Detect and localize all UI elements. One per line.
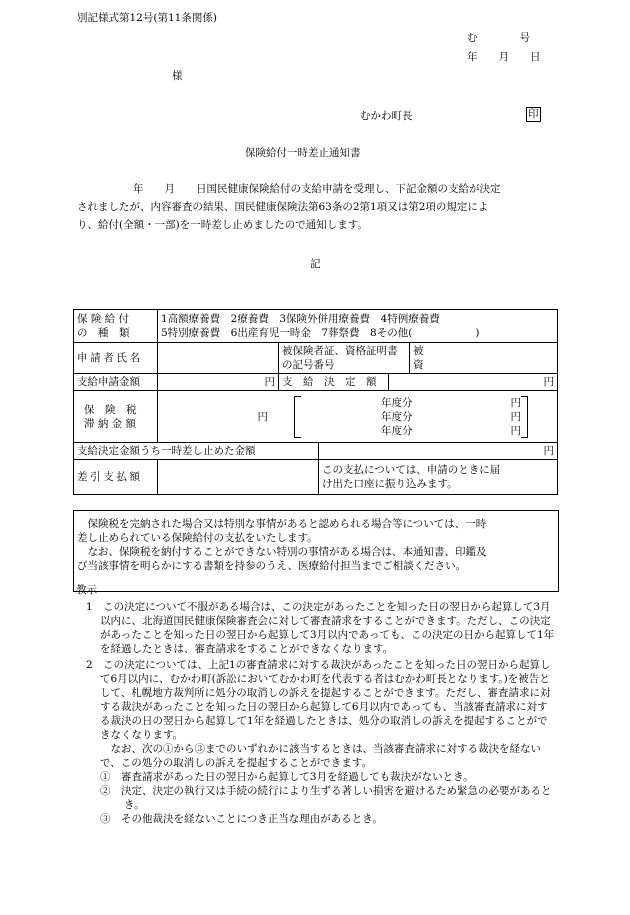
withheld-amount-yen: 円: [319, 443, 558, 460]
tax-label-1: 保 険 税: [84, 403, 137, 416]
instruction-sub-3: ③ その他裁決を経ないことにつき正当な理由があるとき。: [100, 813, 383, 825]
insured-label-2: 資: [413, 359, 424, 371]
tax-arrears-value: [158, 391, 558, 443]
year-portion-1-yen: 円: [510, 396, 521, 409]
benefit-type-label-1: 保 険 給 付: [77, 313, 130, 325]
benefit-type-label-2: の 種 類: [77, 327, 130, 339]
seal-mark: [526, 107, 541, 122]
payment-note-1: この支払については、申請のときに届: [322, 464, 501, 476]
applied-amount-yen: 円: [158, 374, 279, 391]
applicant-name-label: 申請者氏名: [74, 343, 158, 374]
body-line-2: されましたが、内容審査の結果、国民健康保険法第63条の2第1項又は第2項の規定によ: [77, 201, 489, 213]
benefit-type-label: [74, 310, 158, 343]
body-line-3: り、給付(全額・一部)を一時差し止めましたので通知します。: [77, 219, 368, 231]
notice-p2: なお、保険税を納付することができない特別の事情がある場合は、本通知書、印鑑及: [87, 546, 487, 558]
notice-p1-cont: 差し止められている保険給付の支払をいたします。: [77, 532, 318, 544]
applied-amount-label: 支給申請金額: [74, 374, 158, 391]
withheld-row: [74, 443, 558, 460]
document-number: む 号: [467, 32, 530, 44]
insured-cert-label: [279, 343, 410, 374]
benefit-table: [73, 309, 558, 495]
tax-label-2: 滞 納 金 額: [84, 417, 137, 430]
year-portion-2: 年度分: [381, 410, 413, 423]
instructions-section: [76, 600, 556, 826]
amount-row: [74, 374, 558, 391]
deduct-row: [74, 460, 558, 495]
year-portion-1: 年度分: [381, 396, 413, 409]
document-date: 年 月 日: [467, 51, 541, 63]
right-bracket: [521, 396, 528, 438]
instruction-sub-1: ① 審査請求があった日の翌日から起算して3月を経過しても裁決がないとき。: [100, 771, 474, 783]
insured-cert-label-1: 被保険者証、資格証明書: [282, 345, 398, 357]
benefit-type-row: [74, 310, 558, 343]
year-portion-2-yen: 円: [510, 410, 521, 423]
left-bracket: [294, 396, 301, 438]
tax-arrears-label: [74, 391, 158, 443]
body-line-1: 年 月 日国民健康保険給付の支給申請を受理し、下記金額の支給が決定: [133, 183, 501, 195]
recipient-suffix: 様: [172, 70, 183, 82]
tax-row: [74, 391, 558, 443]
benefit-type-options: [158, 310, 558, 343]
instruction-sub-2: ② 決定、決定の執行又は手続の続行により生ずる著しい損害を避けるため緊急の必要があるとき。: [100, 785, 552, 811]
deduct-payment-value: [158, 460, 319, 495]
notice-box: [73, 510, 559, 592]
insured-cert-label-2: の記号番号: [282, 359, 335, 371]
deduct-payment-label: 差引支払額: [74, 460, 158, 495]
ki-label: 記: [310, 258, 321, 270]
insured-value: [410, 343, 558, 374]
withheld-amount-label: 支給決定金額うち一時差し止めた金額: [74, 443, 319, 460]
applicant-name-value: [158, 343, 279, 374]
instructions-heading: 教示: [76, 584, 97, 596]
applicant-row: [74, 343, 558, 374]
form-label: 別記様式第12号(第11条関係): [77, 12, 217, 24]
tax-total-yen: 円: [257, 410, 268, 423]
benefit-types-line-1: 1高額療養費 2療養費 3保険外併用療養費 4特例療養費: [161, 313, 440, 325]
decided-amount-label: 支 給 決 定 額: [279, 374, 389, 391]
year-portions: [301, 396, 521, 438]
notice-p1a: 保険税を完納された場合又は特別な事情があると認められる場合等については、一時: [87, 518, 487, 530]
instruction-item-1: 1 この決定について不服がある場合は、この決定があったことを知った日の翌日から起算して3月以内に、北海道国民健康保険審査会に対して審査請求をすることができます。ただし、この決定があったことを知った日の翌日から起算して3月以内であっても、この決定の日から起算して1年を経過したときは、審査請求をすることができなくなります。: [86, 601, 555, 655]
document-title: 保険給付一時差止通知書: [245, 147, 361, 159]
payment-note-2: け出た口座に振り込みます。: [322, 478, 458, 490]
instruction-item-2: 2 この決定については、上記1の審査請求に対する裁決があったことを知った日の翌日から起算して6月以内に、むかわ町(訴訟においてむかわ町を代表する者はむかわ町長となります。)を被告として、札幌地方裁判所に処分の取消しの訴えを提起することができます。ただし、審査請求に対する裁決があったことを知った日の翌日から起算して6月以内であっても、当該審査請求に対する裁決の日の翌日から起算して1年を経過したときは、処分の取消しの訴えを提起することができなくなります。: [86, 659, 551, 741]
insured-label-1: 被: [413, 345, 424, 357]
decided-amount-yen: 円: [389, 374, 558, 391]
notice-p2-cont: び当該事情を明らかにする書類を持参のうえ、医療給付担当までご相談ください。: [77, 560, 467, 572]
issuer-name: むかわ町長: [360, 110, 413, 122]
year-portion-3-yen: 円: [510, 424, 521, 437]
seal-text: 印: [528, 108, 539, 120]
year-portion-3: 年度分: [381, 424, 413, 437]
instruction-item-2-note: なお、次の①から③までのいずれかに該当するときは、当該審査請求に対する裁決を経ないで、この処分の取消しの訴えを提起することができます。: [100, 743, 541, 769]
notice-p1: [77, 517, 555, 531]
payment-note: [319, 460, 558, 495]
benefit-types-line-2: 5特別療養費 6出産育児一時金 7葬祭費 8その他( ): [161, 327, 480, 339]
